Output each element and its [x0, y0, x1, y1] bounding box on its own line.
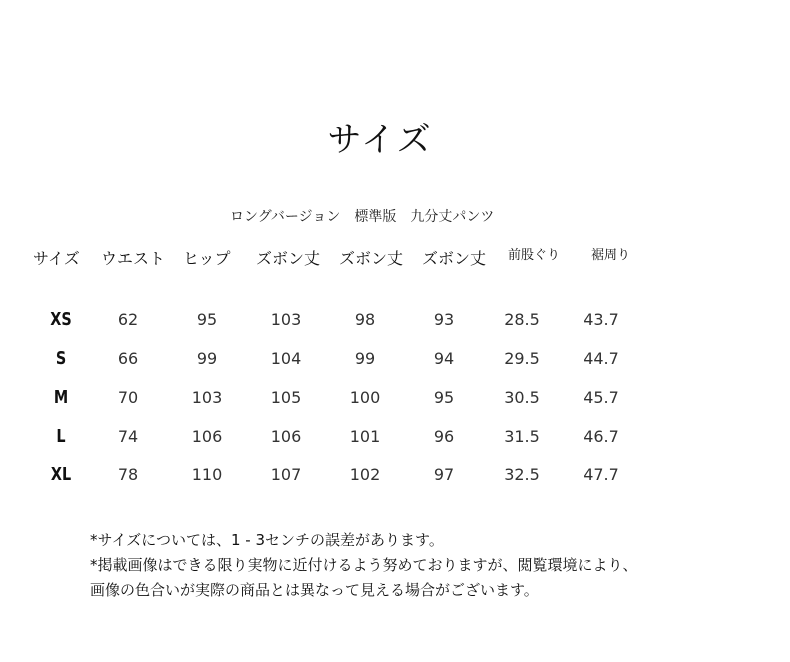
table-cell: 93: [433, 310, 455, 329]
table-cell: 98: [354, 310, 376, 329]
table-cell: 100: [349, 388, 381, 407]
table-cell: 46.7: [583, 427, 619, 446]
table-cell: 102: [349, 465, 381, 484]
table-cell: 95: [196, 310, 218, 329]
table-cell: 29.5: [504, 349, 540, 368]
table-cell: 78: [117, 465, 139, 484]
table-cell: 97: [433, 465, 455, 484]
header-length-3: ズボン丈: [422, 249, 487, 268]
table-cell: 94: [433, 349, 455, 368]
table-cell: 99: [354, 349, 376, 368]
table-cell: 62: [117, 310, 139, 329]
table-cell: 30.5: [504, 388, 540, 407]
table-cell: 43.7: [583, 310, 619, 329]
table-cell: 101: [349, 427, 381, 446]
table-cell: 70: [117, 388, 139, 407]
table-cell: 31.5: [504, 427, 540, 446]
table-cell: 44.7: [583, 349, 619, 368]
note-line: *サイズについては、1 - 3センチの誤差があります。: [90, 531, 444, 549]
table-cell: 66: [117, 349, 139, 368]
header-length-1: ズボン丈: [256, 249, 321, 268]
table-cell: 110: [191, 465, 223, 484]
header-hem: 裾周り: [591, 248, 631, 263]
table-cell: 28.5: [504, 310, 540, 329]
table-cell: 104: [270, 349, 302, 368]
header-hip: ヒップ: [183, 249, 231, 268]
notes: [90, 528, 638, 603]
page-title: サイズ: [327, 120, 433, 160]
table-cell: 45.7: [583, 388, 619, 407]
table-subtitle: ロングバージョン 標準版 九分丈パンツ: [230, 209, 495, 225]
table-cell: 32.5: [504, 465, 540, 484]
header-size: サイズ: [33, 249, 80, 268]
header-front-rise: 前股ぐり: [508, 248, 561, 263]
table-cell: 95: [433, 388, 455, 407]
row-size-label: L: [56, 426, 66, 447]
table-cell: 105: [270, 388, 302, 407]
header-length-2: ズボン丈: [339, 249, 404, 268]
table-cell: 99: [196, 349, 218, 368]
note-line: *掲載画像はできる限り実物に近付けるよう努めておりますが、閲覧環境により、: [90, 556, 638, 574]
table-cell: 96: [433, 427, 455, 446]
row-size-label: XS: [50, 309, 72, 330]
row-size-label: M: [53, 387, 69, 408]
table-cell: 106: [191, 427, 223, 446]
table-cell: 47.7: [583, 465, 619, 484]
table-cell: 107: [270, 465, 302, 484]
table-cell: 74: [117, 427, 139, 446]
row-size-label: S: [55, 348, 67, 369]
header-waist: ウエスト: [101, 249, 166, 268]
note-line: 画像の色合いが実際の商品とは異なって見える場合がございます。: [90, 581, 539, 599]
row-size-label: XL: [50, 464, 72, 485]
table-cell: 103: [191, 388, 223, 407]
table-cell: 106: [270, 427, 302, 446]
table-cell: 103: [270, 310, 302, 329]
